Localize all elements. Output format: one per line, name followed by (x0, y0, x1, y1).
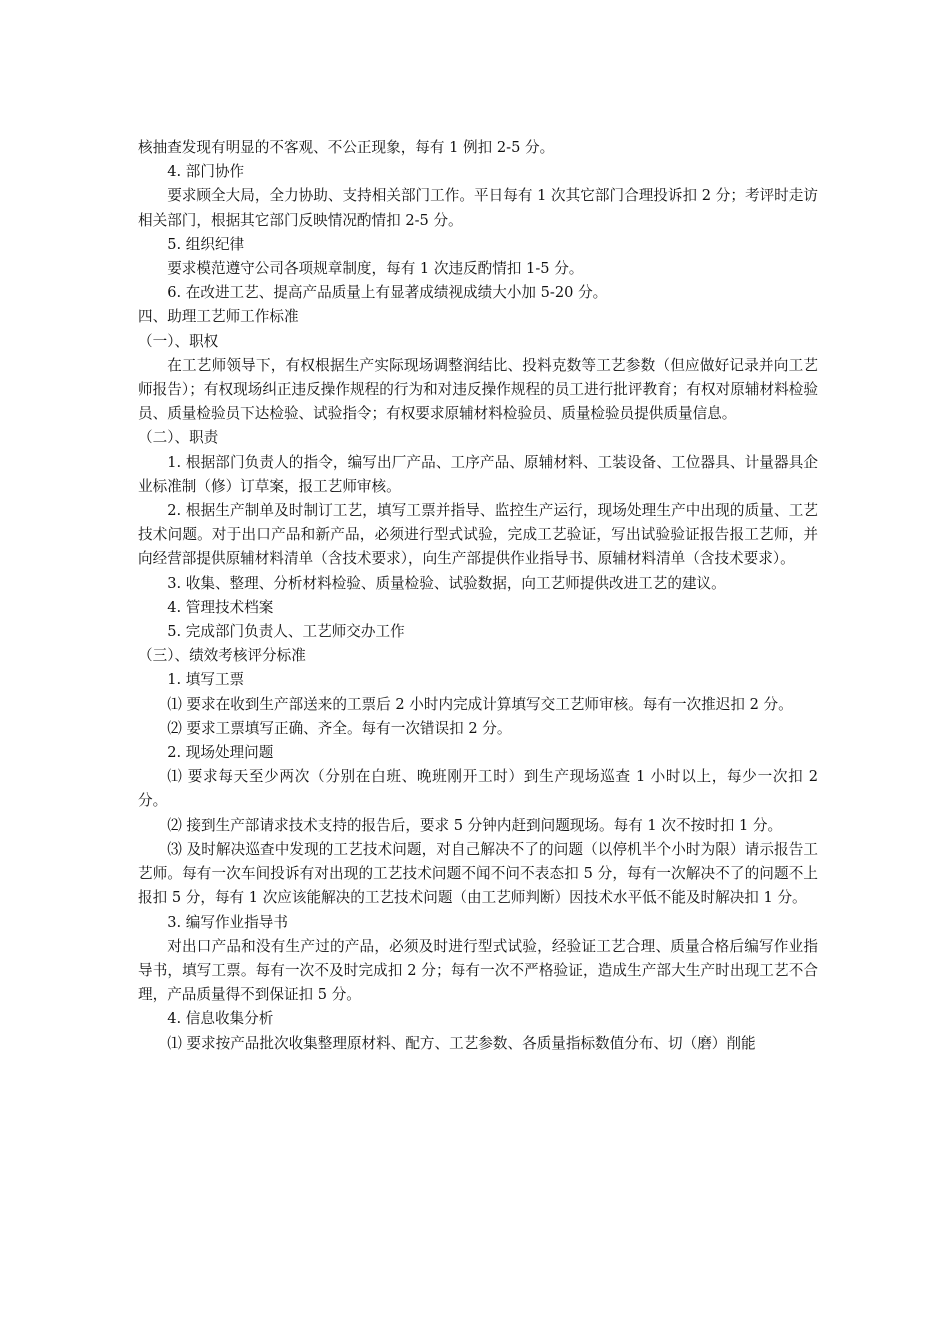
list-item: ⑴ 要求在收到生产部送来的工票后 2 小时内完成计算填写交工艺师审核。每有一次推迟扣 2 分。 (167, 695, 793, 713)
list-item: ⑴ 要求按产品批次收集整理原材料、配方、工艺参数、各质量指标数值分布、切（磨）削能 (167, 1034, 756, 1052)
section-heading: 3. 编写作业指导书 (167, 913, 288, 931)
list-item: ⑶ 及时解决巡查中发现的工艺技术问题，对自己解决不了的问题（以停机半个小时为限）请示报告工艺师。每有一次车间投诉有对出现的工艺技术问题不闻不问不表态扣 5 分，每有一次解决不了的问题不上报扣 5 分，每有 1 次应该能解决的工艺技术问题（由工艺师判断）因技术水平低不能及时解决扣 1 分。 (138, 840, 818, 907)
subsection-heading: （二）、职责 (138, 429, 219, 447)
subsection-heading: （三）、绩效考核评分标准 (138, 647, 306, 665)
subsection-heading: （一）、职权 (138, 332, 219, 350)
list-item: 4. 管理技术档案 (167, 598, 274, 616)
section-heading: 2. 现场处理问题 (167, 744, 274, 762)
list-item: 2. 根据生产制单及时制订工艺，填写工票并指导、监控生产运行，现场处理生产中出现的质量、工艺技术问题。对于出口产品和新产品，必须进行型式试验，完成工艺验证，写出试验验证报告报工艺师，并向经营部提供原辅材料清单（含技术要求），向生产部提供作业指导书、原辅材料清单（含技术要求）。 (138, 502, 818, 568)
list-item: ⑴ 要求每天至少两次（分别在白班、晚班刚开工时）到生产现场巡查 1 小时以上，每少一次扣 2 分。 (138, 768, 818, 810)
list-item: ⑵ 接到生产部请求技术支持的报告后，要求 5 分钟内赶到问题现场。每有 1 次不按时扣 1 分。 (167, 816, 783, 834)
paragraph: 要求模范遵守公司各项规章制度，每有 1 次违反酌情扣 1-5 分。 (167, 260, 584, 278)
section-heading: 4. 信息收集分析 (167, 1010, 274, 1028)
section-heading: 5. 组织纪律 (167, 235, 245, 253)
list-item: 3. 收集、整理、分析材料检验、质量检验、试验数据，向工艺师提供改进工艺的建议。 (167, 574, 726, 592)
list-item: 1. 根据部门负责人的指令，编写出厂产品、工序产品、原辅材料、工装设备、工位器具、计量器具企业标准制（修）订草案，报工艺师审核。 (138, 453, 818, 495)
paragraph: 核抽查发现有明显的不客观、不公正现象，每有 1 例扣 2-5 分。 (138, 139, 555, 156)
paragraph: 要求顾全大局，全力协助、支持相关部门工作。平日每有 1 次其它部门合理投诉扣 2 分；考评时走访相关部门，根据其它部门反映情况酌情扣 2-5 分。 (138, 187, 818, 229)
section-heading: 4. 部门协作 (167, 163, 245, 181)
list-item: 5. 完成部门负责人、工艺师交办工作 (167, 623, 405, 641)
section-heading: 1. 填写工票 (167, 671, 245, 689)
list-item: ⑵ 要求工票填写正确、齐全。每有一次错误扣 2 分。 (167, 719, 512, 737)
paragraph: 对出口产品和没有生产过的产品，必须及时进行型式试验，经验证工艺合理、质量合格后编写作业指导书，填写工票。每有一次不及时完成扣 2 分；每有一次不严格验证，造成生产部大生产时出现工艺不合理，产品质量得不到保证扣 5 分。 (138, 937, 818, 1004)
document-page (138, 136, 818, 1056)
paragraph: 在工艺师领导下，有权根据生产实际现场调整润结比、投料克数等工艺参数（但应做好记录并向工艺师报告）；有权现场纠正违反操作规程的行为和对违反操作规程的员工进行批评教育；有权对原辅材料检验员、质量检验员下达检验、试验指令；有权要求原辅材料检验员、质量检验员提供质量信息。 (138, 356, 818, 423)
chapter-heading: 四、助理工艺师工作标准 (138, 308, 299, 326)
paragraph: 6. 在改进工艺、提高产品质量上有显著成绩视成绩大小加 5-20 分。 (167, 284, 608, 302)
